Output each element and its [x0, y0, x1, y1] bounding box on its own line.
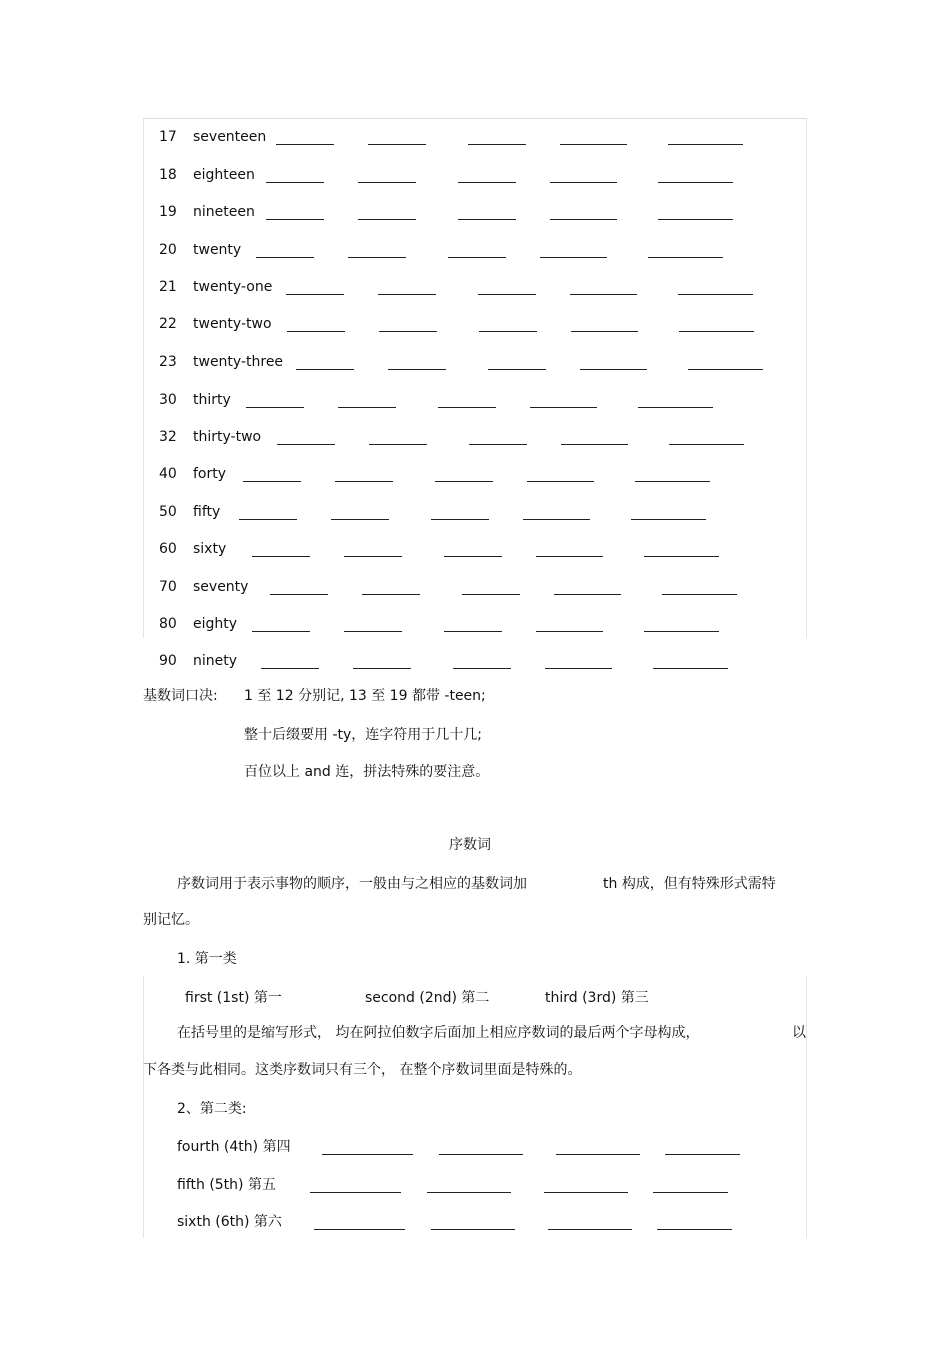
answer-blank[interactable] — [644, 556, 719, 557]
answer-blank[interactable] — [554, 594, 621, 595]
answer-blank[interactable] — [469, 444, 527, 445]
answer-blank[interactable] — [344, 556, 402, 557]
cardinal-number: 60 — [159, 541, 177, 557]
answer-blank[interactable] — [658, 219, 733, 220]
cardinal-number: 17 — [159, 129, 177, 145]
answer-blank[interactable] — [368, 144, 426, 145]
cardinal-word: ninety — [193, 653, 238, 669]
cardinal-row — [0, 614, 950, 634]
answer-blank[interactable] — [256, 257, 314, 258]
answer-blank[interactable] — [358, 182, 416, 183]
cardinal-row — [0, 539, 950, 559]
answer-blank[interactable] — [444, 556, 502, 557]
cardinal-number: 40 — [159, 466, 177, 482]
answer-blank[interactable] — [653, 668, 728, 669]
answer-blank[interactable] — [638, 407, 713, 408]
answer-blank[interactable] — [252, 556, 310, 557]
intro-text-b: th 构成，但有特殊形式需特 — [603, 876, 776, 892]
cardinal-row — [0, 651, 950, 671]
answer-blank[interactable] — [448, 257, 506, 258]
cardinal-word: twenty-three — [193, 354, 284, 370]
ordinal-label: fourth (4th) 第四 — [177, 1139, 291, 1155]
cardinal-row — [0, 390, 950, 410]
answer-blank[interactable] — [544, 1192, 628, 1193]
answer-blank[interactable] — [310, 1192, 401, 1193]
note-text-a: 在括号里的是缩写形式， 均在阿拉伯数字后面加上相应序数词的最后两个字母构成， — [177, 1025, 700, 1041]
cardinal-row — [0, 277, 950, 297]
answer-blank[interactable] — [252, 631, 310, 632]
answer-blank[interactable] — [353, 668, 411, 669]
answer-blank[interactable] — [296, 369, 354, 370]
answer-blank[interactable] — [435, 481, 493, 482]
answer-blank[interactable] — [536, 556, 603, 557]
page-frame-left — [143, 118, 144, 638]
answer-blank[interactable] — [545, 668, 612, 669]
cardinal-row — [0, 202, 950, 222]
answer-blank[interactable] — [453, 668, 511, 669]
cardinal-number: 80 — [159, 616, 177, 632]
ordinal-third: third (3rd) 第三 — [545, 990, 649, 1006]
cardinal-number: 50 — [159, 504, 177, 520]
answer-blank[interactable] — [527, 481, 594, 482]
answer-blank[interactable] — [635, 481, 710, 482]
answer-blank[interactable] — [277, 444, 335, 445]
category-1-title: 1. 第一类 — [177, 951, 237, 967]
answer-blank[interactable] — [261, 668, 319, 669]
answer-blank[interactable] — [314, 1229, 405, 1230]
ordinal-first: first (1st) 第一 — [185, 990, 282, 1006]
answer-blank[interactable] — [246, 407, 304, 408]
answer-blank[interactable] — [662, 594, 737, 595]
cardinal-row — [0, 352, 950, 372]
answer-blank[interactable] — [431, 1229, 515, 1230]
cardinal-word: thirty-two — [193, 429, 262, 445]
cardinal-word: twenty — [193, 242, 242, 258]
cardinal-number: 70 — [159, 579, 177, 595]
page-frame-right — [806, 118, 807, 638]
answer-blank[interactable] — [427, 1192, 511, 1193]
page-frame-right-lower — [806, 976, 807, 1238]
answer-blank[interactable] — [270, 594, 328, 595]
answer-blank[interactable] — [369, 444, 427, 445]
answer-blank[interactable] — [462, 594, 520, 595]
rhyme-line-2: 整十后缀要用 -ty，连字符用于几十几; — [244, 727, 482, 743]
answer-blank[interactable] — [286, 294, 344, 295]
answer-blank[interactable] — [523, 519, 590, 520]
page-frame-left-lower — [143, 976, 144, 1238]
answer-blank[interactable] — [266, 182, 324, 183]
answer-blank[interactable] — [439, 1154, 523, 1155]
cardinal-row — [0, 502, 950, 522]
ordinal-row — [0, 1175, 950, 1195]
answer-blank[interactable] — [631, 519, 706, 520]
page-frame-top — [143, 118, 807, 119]
ordinal-row — [0, 1137, 950, 1157]
answer-blank[interactable] — [388, 369, 446, 370]
answer-blank[interactable] — [444, 631, 502, 632]
answer-blank[interactable] — [548, 1229, 632, 1230]
answer-blank[interactable] — [665, 1154, 740, 1155]
answer-blank[interactable] — [571, 331, 638, 332]
answer-blank[interactable] — [688, 369, 763, 370]
answer-blank[interactable] — [536, 631, 603, 632]
answer-blank[interactable] — [438, 407, 496, 408]
cardinal-row — [0, 577, 950, 597]
cardinal-word: sixty — [193, 541, 227, 557]
answer-blank[interactable] — [243, 481, 301, 482]
cardinal-word: eighty — [193, 616, 238, 632]
cardinal-row — [0, 127, 950, 147]
answer-blank[interactable] — [648, 257, 723, 258]
category-2-title: 2、第二类: — [177, 1101, 247, 1117]
cardinal-number: 23 — [159, 354, 177, 370]
cardinal-row — [0, 427, 950, 447]
answer-blank[interactable] — [239, 519, 297, 520]
answer-blank[interactable] — [348, 257, 406, 258]
answer-blank[interactable] — [658, 182, 733, 183]
answer-blank[interactable] — [358, 219, 416, 220]
cardinal-word: nineteen — [193, 204, 255, 220]
answer-blank[interactable] — [362, 594, 420, 595]
ordinal-label: fifth (5th) 第五 — [177, 1177, 276, 1193]
cardinal-word: seventeen — [193, 129, 267, 145]
cardinal-word: twenty-one — [193, 279, 273, 295]
answer-blank[interactable] — [669, 444, 744, 445]
cardinal-word: thirty — [193, 392, 231, 408]
cardinal-number: 19 — [159, 204, 177, 220]
answer-blank[interactable] — [335, 481, 393, 482]
answer-blank[interactable] — [560, 144, 627, 145]
answer-blank[interactable] — [331, 519, 389, 520]
rhyme-label: 基数词口决: — [143, 688, 218, 704]
cardinal-number: 18 — [159, 167, 177, 183]
cardinal-word: twenty-two — [193, 316, 272, 332]
cardinal-number: 21 — [159, 279, 177, 295]
answer-blank[interactable] — [344, 631, 402, 632]
cardinal-number: 32 — [159, 429, 177, 445]
answer-blank[interactable] — [338, 407, 396, 408]
answer-blank[interactable] — [679, 331, 754, 332]
answer-blank[interactable] — [479, 331, 537, 332]
rhyme-line-1: 1 至 12 分别记, 13 至 19 都带 -teen; — [244, 688, 486, 704]
ordinal-row — [0, 1212, 950, 1232]
answer-blank[interactable] — [458, 182, 516, 183]
answer-blank[interactable] — [570, 294, 637, 295]
answer-blank[interactable] — [580, 369, 647, 370]
answer-blank[interactable] — [550, 182, 617, 183]
answer-blank[interactable] — [653, 1192, 728, 1193]
intro-text-a: 序数词用于表示事物的顺序，一般由与之相应的基数词加 — [177, 876, 527, 892]
cardinal-number: 90 — [159, 653, 177, 669]
cardinal-row — [0, 165, 950, 185]
answer-blank[interactable] — [561, 444, 628, 445]
answer-blank[interactable] — [379, 331, 437, 332]
answer-blank[interactable] — [431, 519, 489, 520]
section-heading: 序数词 — [449, 837, 491, 853]
cardinal-row — [0, 464, 950, 484]
answer-blank[interactable] — [276, 144, 334, 145]
cardinal-number: 20 — [159, 242, 177, 258]
answer-blank[interactable] — [644, 631, 719, 632]
answer-blank[interactable] — [668, 144, 743, 145]
cardinal-row — [0, 314, 950, 334]
cardinal-row — [0, 240, 950, 260]
cardinal-word: eighteen — [193, 167, 255, 183]
answer-blank[interactable] — [458, 219, 516, 220]
answer-blank[interactable] — [478, 294, 536, 295]
answer-blank[interactable] — [556, 1154, 640, 1155]
cardinal-word: forty — [193, 466, 227, 482]
cardinal-word: fifty — [193, 504, 221, 520]
answer-blank[interactable] — [322, 1154, 413, 1155]
intro-text-c: 别记忆。 — [143, 912, 199, 928]
answer-blank[interactable] — [378, 294, 436, 295]
ordinal-label: sixth (6th) 第六 — [177, 1214, 282, 1230]
rhyme-line-3: 百位以上 and 连，拼法特殊的要注意。 — [244, 764, 490, 780]
answer-blank[interactable] — [550, 219, 617, 220]
answer-blank[interactable] — [488, 369, 546, 370]
note-text-b: 以 — [792, 1025, 806, 1041]
answer-blank[interactable] — [468, 144, 526, 145]
answer-blank[interactable] — [266, 219, 324, 220]
note-text-c: 下各类与此相同。这类序数词只有三个， 在整个序数词里面是特殊的。 — [143, 1062, 582, 1078]
cardinal-word: seventy — [193, 579, 249, 595]
answer-blank[interactable] — [678, 294, 753, 295]
answer-blank[interactable] — [530, 407, 597, 408]
answer-blank[interactable] — [540, 257, 607, 258]
cardinal-number: 30 — [159, 392, 177, 408]
answer-blank[interactable] — [287, 331, 345, 332]
ordinal-second: second (2nd) 第二 — [365, 990, 490, 1006]
cardinal-number: 22 — [159, 316, 177, 332]
answer-blank[interactable] — [657, 1229, 732, 1230]
